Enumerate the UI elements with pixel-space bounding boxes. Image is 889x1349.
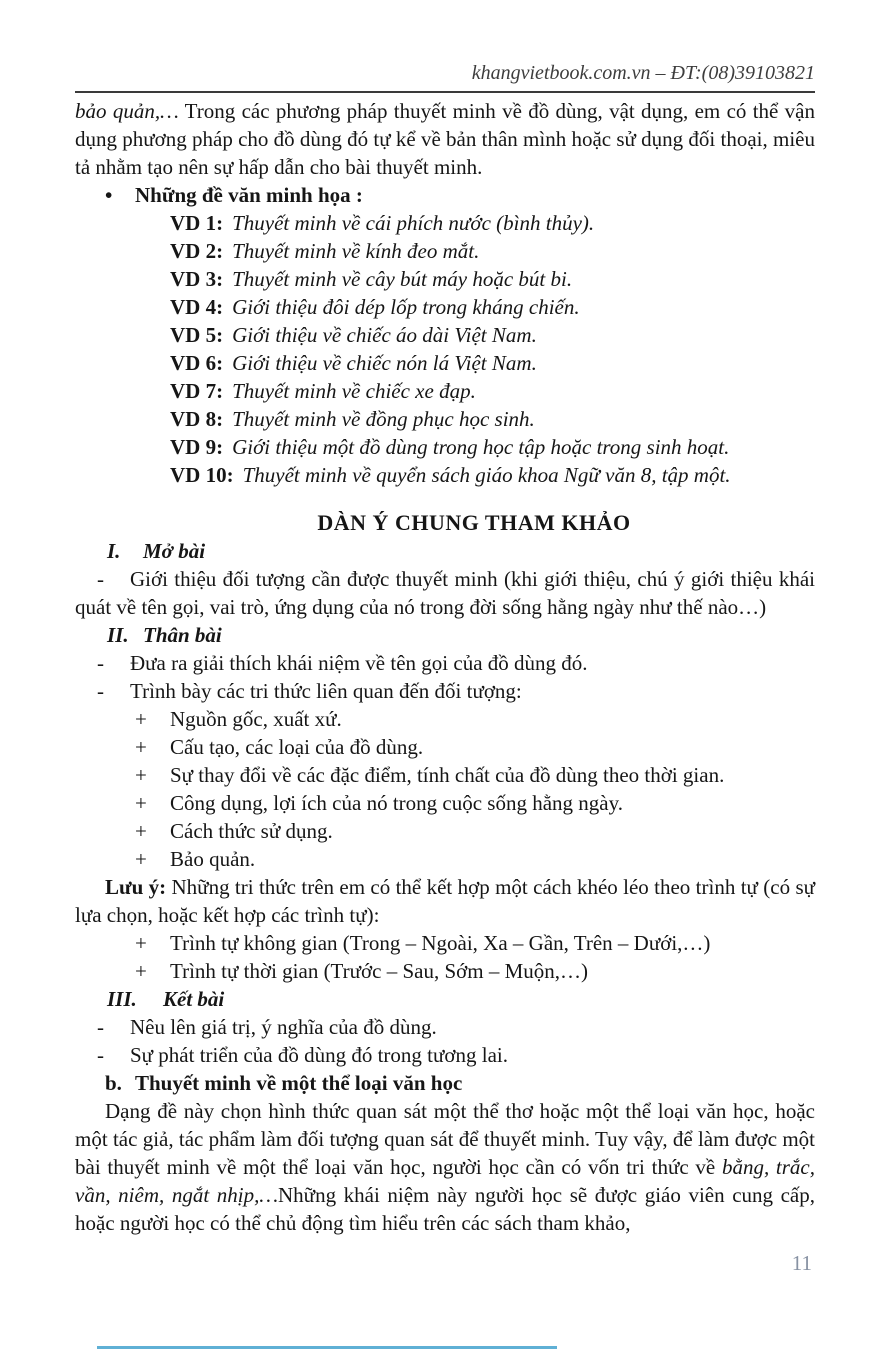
example-text: Thuyết minh về kính đeo mắt. — [232, 239, 480, 263]
example-item — [75, 405, 815, 433]
example-item — [75, 293, 815, 321]
example-item — [75, 321, 815, 349]
example-text: Thuyết minh về cái phích nước (bình thủy). — [232, 211, 595, 235]
example-label: VD 2: — [170, 239, 224, 263]
section-name: Kết bài — [163, 987, 225, 1011]
plus-marker: + — [135, 931, 147, 955]
example-item — [75, 237, 815, 265]
example-item — [75, 461, 815, 489]
body-paragraph — [75, 1097, 815, 1237]
bullet-icon: • — [105, 183, 113, 207]
outline-subitem-text: Cách thức sử dụng. — [170, 819, 333, 843]
outline-item-text: Đưa ra giải thích khái niệm về tên gọi của đồ dùng đó. — [130, 651, 588, 675]
outline-subitem — [75, 733, 815, 761]
plus-marker: + — [135, 819, 147, 843]
dash-marker: - — [97, 679, 104, 703]
outline-item-text: Trình bày các tri thức liên quan đến đối tượng: — [130, 679, 522, 703]
outline-subitem — [75, 957, 815, 985]
outline-item-text: Sự phát triển của đồ dùng đó trong tương lai. — [130, 1043, 508, 1067]
note-label: Lưu ý: — [105, 875, 167, 899]
example-item — [75, 377, 815, 405]
subsection-b-heading — [75, 1069, 815, 1097]
outline-subitem — [75, 789, 815, 817]
outline-subitem-text: Bảo quản. — [170, 847, 256, 871]
example-label: VD 6: — [170, 351, 224, 375]
example-item — [75, 265, 815, 293]
dash-marker: - — [97, 1015, 104, 1039]
outline-item — [75, 565, 815, 621]
outline-item — [75, 677, 815, 705]
page-number: 11 — [791, 1251, 812, 1275]
example-text: Giới thiệu đôi dép lốp trong kháng chiến. — [232, 295, 580, 319]
outline-subitem — [75, 929, 815, 957]
body-text-italic: bằng, trắc, vần, niêm, ngắt nhịp,… — [75, 1155, 815, 1207]
plus-marker: + — [135, 847, 147, 871]
outline-subitem-text: Trình tự không gian (Trong – Ngoài, Xa – Gần, Trên – Dưới,…) — [170, 931, 711, 955]
example-text: Giới thiệu về chiếc nón lá Việt Nam. — [232, 351, 537, 375]
intro-lead-italic: bảo quản,… — [75, 99, 179, 123]
example-item — [75, 209, 815, 237]
outline-item-text: Nêu lên giá trị, ý nghĩa của đồ dùng. — [130, 1015, 437, 1039]
intro-text: Trong các phương pháp thuyết minh về đồ dùng, vật dụng, em có thể vận dụng phương pháp cho đồ dùng đó tự kể về bản thân mình hoặc sử dụng đối thoại, miêu tả nhằm tạo nên sự hấp dẫn cho bài thuyết minh. — [75, 99, 815, 179]
outline-item — [75, 1013, 815, 1041]
example-text: Giới thiệu một đồ dùng trong học tập hoặc trong sinh hoạt. — [232, 435, 730, 459]
outline-subitem — [75, 845, 815, 873]
plus-marker: + — [135, 959, 147, 983]
example-text: Giới thiệu về chiếc áo dài Việt Nam. — [232, 323, 537, 347]
example-label: VD 4: — [170, 295, 224, 319]
section-numeral: II. — [107, 623, 129, 647]
outline-title: DÀN Ý CHUNG THAM KHẢO — [317, 510, 631, 535]
plus-marker: + — [135, 735, 147, 759]
examples-heading-text: Những đề văn minh họa : — [135, 183, 363, 207]
section-name: Thân bài — [143, 623, 222, 647]
outline-subitem-text: Công dụng, lợi ích của nó trong cuộc sống hằng ngày. — [170, 791, 623, 815]
section-numeral: I. — [107, 539, 121, 563]
example-item — [75, 433, 815, 461]
subsection-b-title: Thuyết minh về một thể loại văn học — [135, 1071, 463, 1095]
section-numeral: III. — [107, 987, 137, 1011]
example-label: VD 1: — [170, 211, 224, 235]
example-label: VD 9: — [170, 435, 224, 459]
subsection-b-label: b. — [105, 1071, 122, 1095]
example-text: Thuyết minh về quyển sách giáo khoa Ngữ văn 8, tập một. — [242, 463, 731, 487]
examples-heading — [75, 181, 815, 209]
note-paragraph — [75, 873, 815, 929]
outline-subitem-text: Cấu tạo, các loại của đồ dùng. — [170, 735, 424, 759]
dash-marker: - — [97, 1043, 104, 1067]
plus-marker: + — [135, 763, 147, 787]
body-text-start: Dạng đề này chọn hình thức quan sát một thể thơ hoặc một thể loại văn học, hoặc một tác giả, tác phẩm làm đối tượng quan sát để thuyết minh. Tuy vậy, để làm được một bài thuyết minh về một thể loại văn học, người học cần có vốn tri thức về — [75, 1099, 815, 1179]
outline-subitem — [75, 817, 815, 845]
outline-item — [75, 1041, 815, 1069]
plus-marker: + — [135, 791, 147, 815]
page-content — [75, 97, 815, 1237]
example-label: VD 10: — [170, 463, 234, 487]
section-heading-ket-bai — [75, 985, 815, 1013]
site-reference-text: khangvietbook.com.vn – ĐT:(08)39103821 — [471, 62, 815, 84]
section-name: Mở bài — [143, 539, 206, 563]
outline-subitem-text: Sự thay đổi về các đặc điểm, tính chất của đồ dùng theo thời gian. — [170, 763, 725, 787]
example-text: Thuyết minh về đồng phục học sinh. — [232, 407, 535, 431]
outline-item-text: Giới thiệu đối tượng cần được thuyết minh (khi giới thiệu, chú ý giới thiệu khái quát về tên gọi, vai trò, ứng dụng của nó trong đời sống hằng ngày như thế nào…) — [75, 567, 815, 619]
page-header — [75, 60, 815, 93]
outline-subitem-text: Nguồn gốc, xuất xứ. — [170, 707, 342, 731]
outline-subitem — [75, 705, 815, 733]
example-label: VD 7: — [170, 379, 224, 403]
outline-subitem-text: Trình tự thời gian (Trước – Sau, Sớm – Muộn,…) — [170, 959, 588, 983]
intro-paragraph — [75, 97, 815, 181]
example-label: VD 8: — [170, 407, 224, 431]
section-heading-than-bai — [75, 621, 815, 649]
dash-marker: - — [97, 567, 104, 591]
example-item — [75, 349, 815, 377]
example-text: Thuyết minh về cây bút máy hoặc bút bi. — [232, 267, 573, 291]
dash-marker: - — [97, 651, 104, 675]
example-label: VD 5: — [170, 323, 224, 347]
outline-item — [75, 649, 815, 677]
example-text: Thuyết minh về chiếc xe đạp. — [232, 379, 476, 403]
plus-marker: + — [135, 707, 147, 731]
outline-subitem — [75, 761, 815, 789]
note-text: Những tri thức trên em có thể kết hợp một cách khéo léo theo trình tự (có sự lựa chọn, hoặc kết hợp các trình tự): — [75, 875, 816, 927]
body-text-end: Những khái niệm này người học sẽ được giáo viên cung cấp, hoặc người học có thể chủ động tìm hiểu trên các sách tham khảo, — [75, 1183, 816, 1235]
example-label: VD 3: — [170, 267, 224, 291]
section-heading-mo-bai — [75, 537, 815, 565]
